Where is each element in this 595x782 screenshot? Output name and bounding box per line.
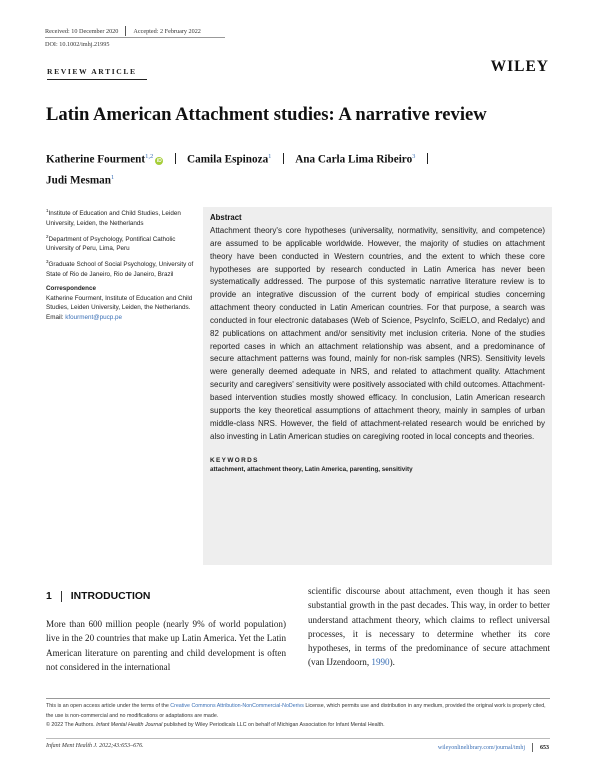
author-affiliation-ref[interactable]: 1 (110, 173, 115, 181)
author[interactable] (187, 148, 284, 169)
footer-rule-bottom (46, 738, 550, 739)
email-label: Email: (46, 313, 64, 321)
intro-text-right: scientific discourse about attachment, even though it has seen substantial growth in the past decades. This way, in order to better understand attachment theory, which claims to reflect universal processes, it is necessary to determine whether its core hypotheses, in terms of the predominance of secure attachment (van IJzendoorn, (308, 586, 550, 668)
author-affiliation-ref[interactable]: 3 (412, 153, 416, 160)
abstract-box (203, 207, 552, 565)
section-divider (61, 591, 62, 602)
author-list (46, 148, 546, 189)
author[interactable] (295, 148, 428, 169)
section-title: INTRODUCTION (70, 591, 151, 602)
footer-right (438, 743, 549, 752)
footer-rule (46, 698, 550, 699)
header-rule (45, 37, 225, 38)
author-name: Judi Mesman (46, 174, 111, 187)
section-heading (46, 591, 150, 602)
affiliation-number: 3 (46, 259, 49, 265)
correspondence-heading: Correspondence (46, 285, 97, 293)
correspondence-block (46, 294, 196, 323)
affiliation (46, 206, 196, 228)
section-number: 1 (46, 591, 52, 602)
page-number: 653 (540, 744, 549, 751)
affiliation-text: Graduate School of Social Psychology, University of State of Rio de Janeiro, Rio de Janeiro, Brazil (46, 261, 194, 278)
author-name: Katherine Fourment (46, 153, 146, 166)
doi[interactable]: DOI: 10.1002/imhj.21995 (45, 41, 110, 48)
license-text-post: License, which permits use and distribution in any medium, provided the original work is properly cited, the use is non-commercial and no modifications or adaptations are made. (46, 703, 546, 719)
author-affiliation-ref[interactable]: 1,2 (145, 153, 154, 160)
keywords-list: attachment, attachment theory, Latin America, parenting, sensitivity (210, 466, 413, 474)
article-dates (45, 26, 201, 36)
email-link[interactable]: kfourment@pucp.pe (65, 313, 123, 321)
orcid-icon[interactable]: iD (156, 157, 162, 164)
citation-link[interactable]: 1990 (371, 657, 390, 668)
author-name: Ana Carla Lima Ribeiro (295, 153, 413, 166)
publisher-logo: WILEY (490, 58, 549, 75)
affiliation-text: Department of Psychology, Pontifical Catholic University of Peru, Lima, Peru (46, 235, 176, 253)
journal-url-link[interactable]: wileyonlinelibrary.com/journal/imhj (437, 744, 525, 751)
keywords-heading: KEYWORDS (210, 457, 259, 465)
footer-divider (532, 743, 533, 752)
abstract-heading: Abstract (210, 213, 242, 222)
license-text-pre: This is an open access article under the terms of the (46, 703, 169, 709)
author-divider (283, 153, 284, 164)
received-date: Received: 10 December 2020 (45, 27, 119, 35)
license-link[interactable]: Creative Commons Attribution-NonCommercial-NoDerivs (170, 703, 304, 709)
article-title: Latin American Attachment studies: A narrative review (46, 104, 487, 125)
author-name: Camila Espinoza (187, 153, 269, 166)
affiliation (46, 257, 196, 279)
intro-text-end: ). (389, 657, 395, 668)
article-type-label: REVIEW ARTICLE (47, 67, 137, 76)
author-divider (175, 153, 176, 164)
affiliation-text: Institute of Education and Child Studies, Leiden University, Leiden, the Netherlands (46, 210, 181, 227)
journal-citation: Infant Ment Health J. 2022;43:653–676. (46, 743, 144, 749)
affiliations-panel (46, 206, 196, 322)
correspondence-text: Katherine Fourment, Institute of Education and Child Studies, Leiden University, Leiden, the Netherlands. (46, 294, 193, 312)
intro-paragraph-left: More than 600 million people (nearly 9% of world population) live in the 20 countries that make up Latin America. Yet the Latin American literature on parenting and child development is often not considered in the international (46, 619, 286, 672)
accepted-date: Accepted: 2 February 2022 (133, 27, 201, 35)
date-divider (125, 26, 126, 36)
author-affiliation-ref[interactable]: 1 (268, 153, 272, 160)
license-note (46, 702, 550, 731)
copyright-pre: © 2022 The Authors. (46, 722, 95, 729)
abstract-text: Attachment theory's core hypotheses (universality, normativity, sensitivity, and competence) are assumed to be applicable worldwide. However, the majority of studies on attachment theory have been conducted in Western countries, and the extent to which these core hypotheses are supported by research conducted in Latin America has never been systematically addressed. The purpose of this systematic narrative literature review is to provide an integrative discussion of the current body of empirical studies concerning attachment theory conducted in Latin American countries. For that purpose, a search was conducted in four electronic databases (Web of Science, PsycInfo, SciELO, and Redalyc) and 82 publications on attachment and/or sensitivity met inclusion criteria. None of the studies reported cases in which an attachment relationship was absent, and a predominance of secure attachment patterns was found, mainly for non-risk samples (NRS). Sensitivity levels were generally deemed adequate in NRS, and related to attachment quality. Attachment security and caregivers' sensitivity were positively associated with child outcomes. Attachment-based intervention studies mostly showed efficacy. In conclusion, Latin American research supports the key theoretical assumptions of attachment theory, mainly in samples of urban middle-class NRS. However, the field of attachment-related research would be enriched by also investing in Latin American studies on caregiving rooted in local concepts and theories. (210, 226, 546, 441)
affiliation (46, 232, 196, 254)
author-divider (427, 153, 428, 164)
affiliation-number: 2 (46, 233, 49, 239)
author[interactable] (46, 169, 114, 190)
intro-paragraph-right (308, 584, 550, 670)
copyright-post: published by Wiley Periodicals LLC on behalf of Michigan Association for Infant Mental Health. (163, 722, 385, 729)
article-type-rule (47, 79, 147, 80)
copyright-journal: Infant Mental Health Journal (96, 722, 163, 729)
author[interactable] (46, 148, 176, 169)
affiliation-number: 1 (46, 208, 49, 213)
